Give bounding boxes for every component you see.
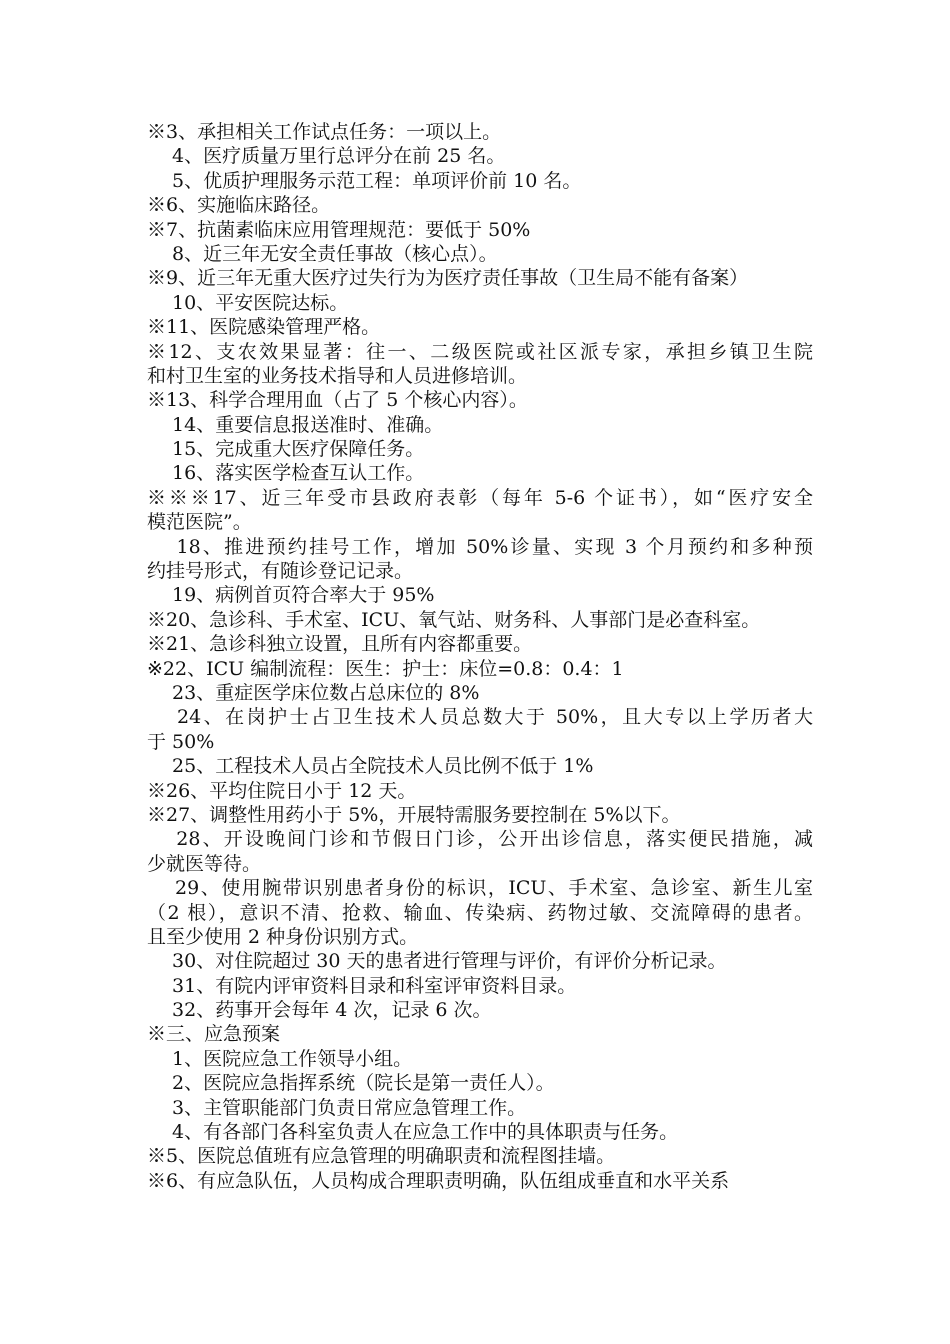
text-line: 5、优质护理服务示范工程：单项评价前 10 名。 xyxy=(147,169,582,192)
text-line: 15、完成重大医疗保障任务。 xyxy=(147,438,425,461)
text-line: 少就医等待。 xyxy=(147,852,262,875)
text-line: 4、医疗质量万里行总评分在前 25 名。 xyxy=(147,145,506,168)
text-line: ※12、支农效果显著：往一、二级医院或社区派专家，承担乡镇卫生院 xyxy=(147,340,813,363)
text-line: 于 50% xyxy=(147,730,215,753)
section-heading: ※三、应急预案 xyxy=(147,1023,281,1046)
text-line: 28、开设晚间门诊和节假日门诊，公开出诊信息，落实便民措施，减 xyxy=(147,828,813,851)
text-line: 1、医院应急工作领导小组。 xyxy=(147,1047,413,1070)
text-line: ※27、调整性用药小于 5%，开展特需服务要控制在 5%以下。 xyxy=(147,803,681,826)
text-line: ※26、平均住院日小于 12 天。 xyxy=(147,779,417,802)
text-line: 3、主管职能部门负责日常应急管理工作。 xyxy=(147,1096,527,1119)
text-line: ※20、急诊科、手术室、ICU、氧气站、财务科、人事部门是必查科室。 xyxy=(147,608,761,631)
text-line: ※5、医院总值班有应急管理的明确职责和流程图挂墙。 xyxy=(147,1145,616,1168)
text-line: 25、工程技术人员占全院技术人员比例不低于 1% xyxy=(147,755,594,778)
text-line: 8、近三年无安全责任事故（核心点）。 xyxy=(147,242,498,265)
text-line: 32、药事开会每年 4 次，记录 6 次。 xyxy=(147,999,492,1022)
document-body xyxy=(147,120,813,1193)
text-line: 14、重要信息报送准时、准确。 xyxy=(147,413,444,436)
text-line: ※11、医院感染管理严格。 xyxy=(147,316,381,339)
text-line: ※21、急诊科独立设置，且所有内容都重要。 xyxy=(147,633,533,656)
text-line: 31、有院内评审资料目录和科室评审资料目录。 xyxy=(147,974,577,997)
text-line: 2、医院应急指挥系统（院长是第一责任人）。 xyxy=(147,1072,555,1095)
text-line: 30、对住院超过 30 天的患者进行管理与评价，有评价分析记录。 xyxy=(147,950,727,973)
text-line: 和村卫生室的业务技术指导和人员进修培训。 xyxy=(147,364,528,387)
text-line: 10、平安医院达标。 xyxy=(147,291,349,314)
text-line: 16、落实医学检查互认工作。 xyxy=(147,462,425,485)
text-line: ※※※17、近三年受市县政府表彰（每年 5-6 个证书），如“医疗安全 xyxy=(147,486,813,509)
text-line: 29、使用腕带识别患者身份的标识，ICU、手术室、急诊室、新生儿室 xyxy=(147,877,813,900)
text-line: 23、重症医学床位数占总床位的 8% xyxy=(147,681,480,704)
text-line: ※3、承担相关工作试点任务：一项以上。 xyxy=(147,121,502,143)
text-line: ※22、ICU 编制流程：医生：护士：床位=0.8：0.4：1 xyxy=(147,657,624,680)
text-line: ※6、实施临床路径。 xyxy=(147,194,331,217)
text-line: ※13、科学合理用血（占了 5 个核心内容）。 xyxy=(147,389,528,412)
text-line: 19、病例首页符合率大于 95% xyxy=(147,584,435,607)
text-line: 且至少使用 2 种身份识别方式。 xyxy=(147,925,419,948)
text-line: ※7、抗菌素临床应用管理规范：要低于 50% xyxy=(147,218,531,241)
text-line: ※6、有应急队伍，人员构成合理职责明确，队伍组成垂直和水平关系 xyxy=(147,1169,730,1192)
text-line: 4、有各部门各科室负责人在应急工作中的具体职责与任务。 xyxy=(147,1121,679,1144)
text-line: 模范医院”。 xyxy=(147,511,252,534)
text-line: （2 根），意识不清、抢救、输血、传染病、药物过敏、交流障碍的患者。 xyxy=(147,901,813,924)
text-line: 约挂号形式，有随诊登记记录。 xyxy=(147,560,414,583)
text-line: 18、推进预约挂号工作，增加 50%诊量、实现 3 个月预约和多种预 xyxy=(147,535,813,558)
text-line: 24、在岗护士占卫生技术人员总数大于 50%，且大专以上学历者大 xyxy=(147,706,813,729)
text-line: ※9、近三年无重大医疗过失行为为医疗责任事故（卫生局不能有备案） xyxy=(147,267,749,290)
